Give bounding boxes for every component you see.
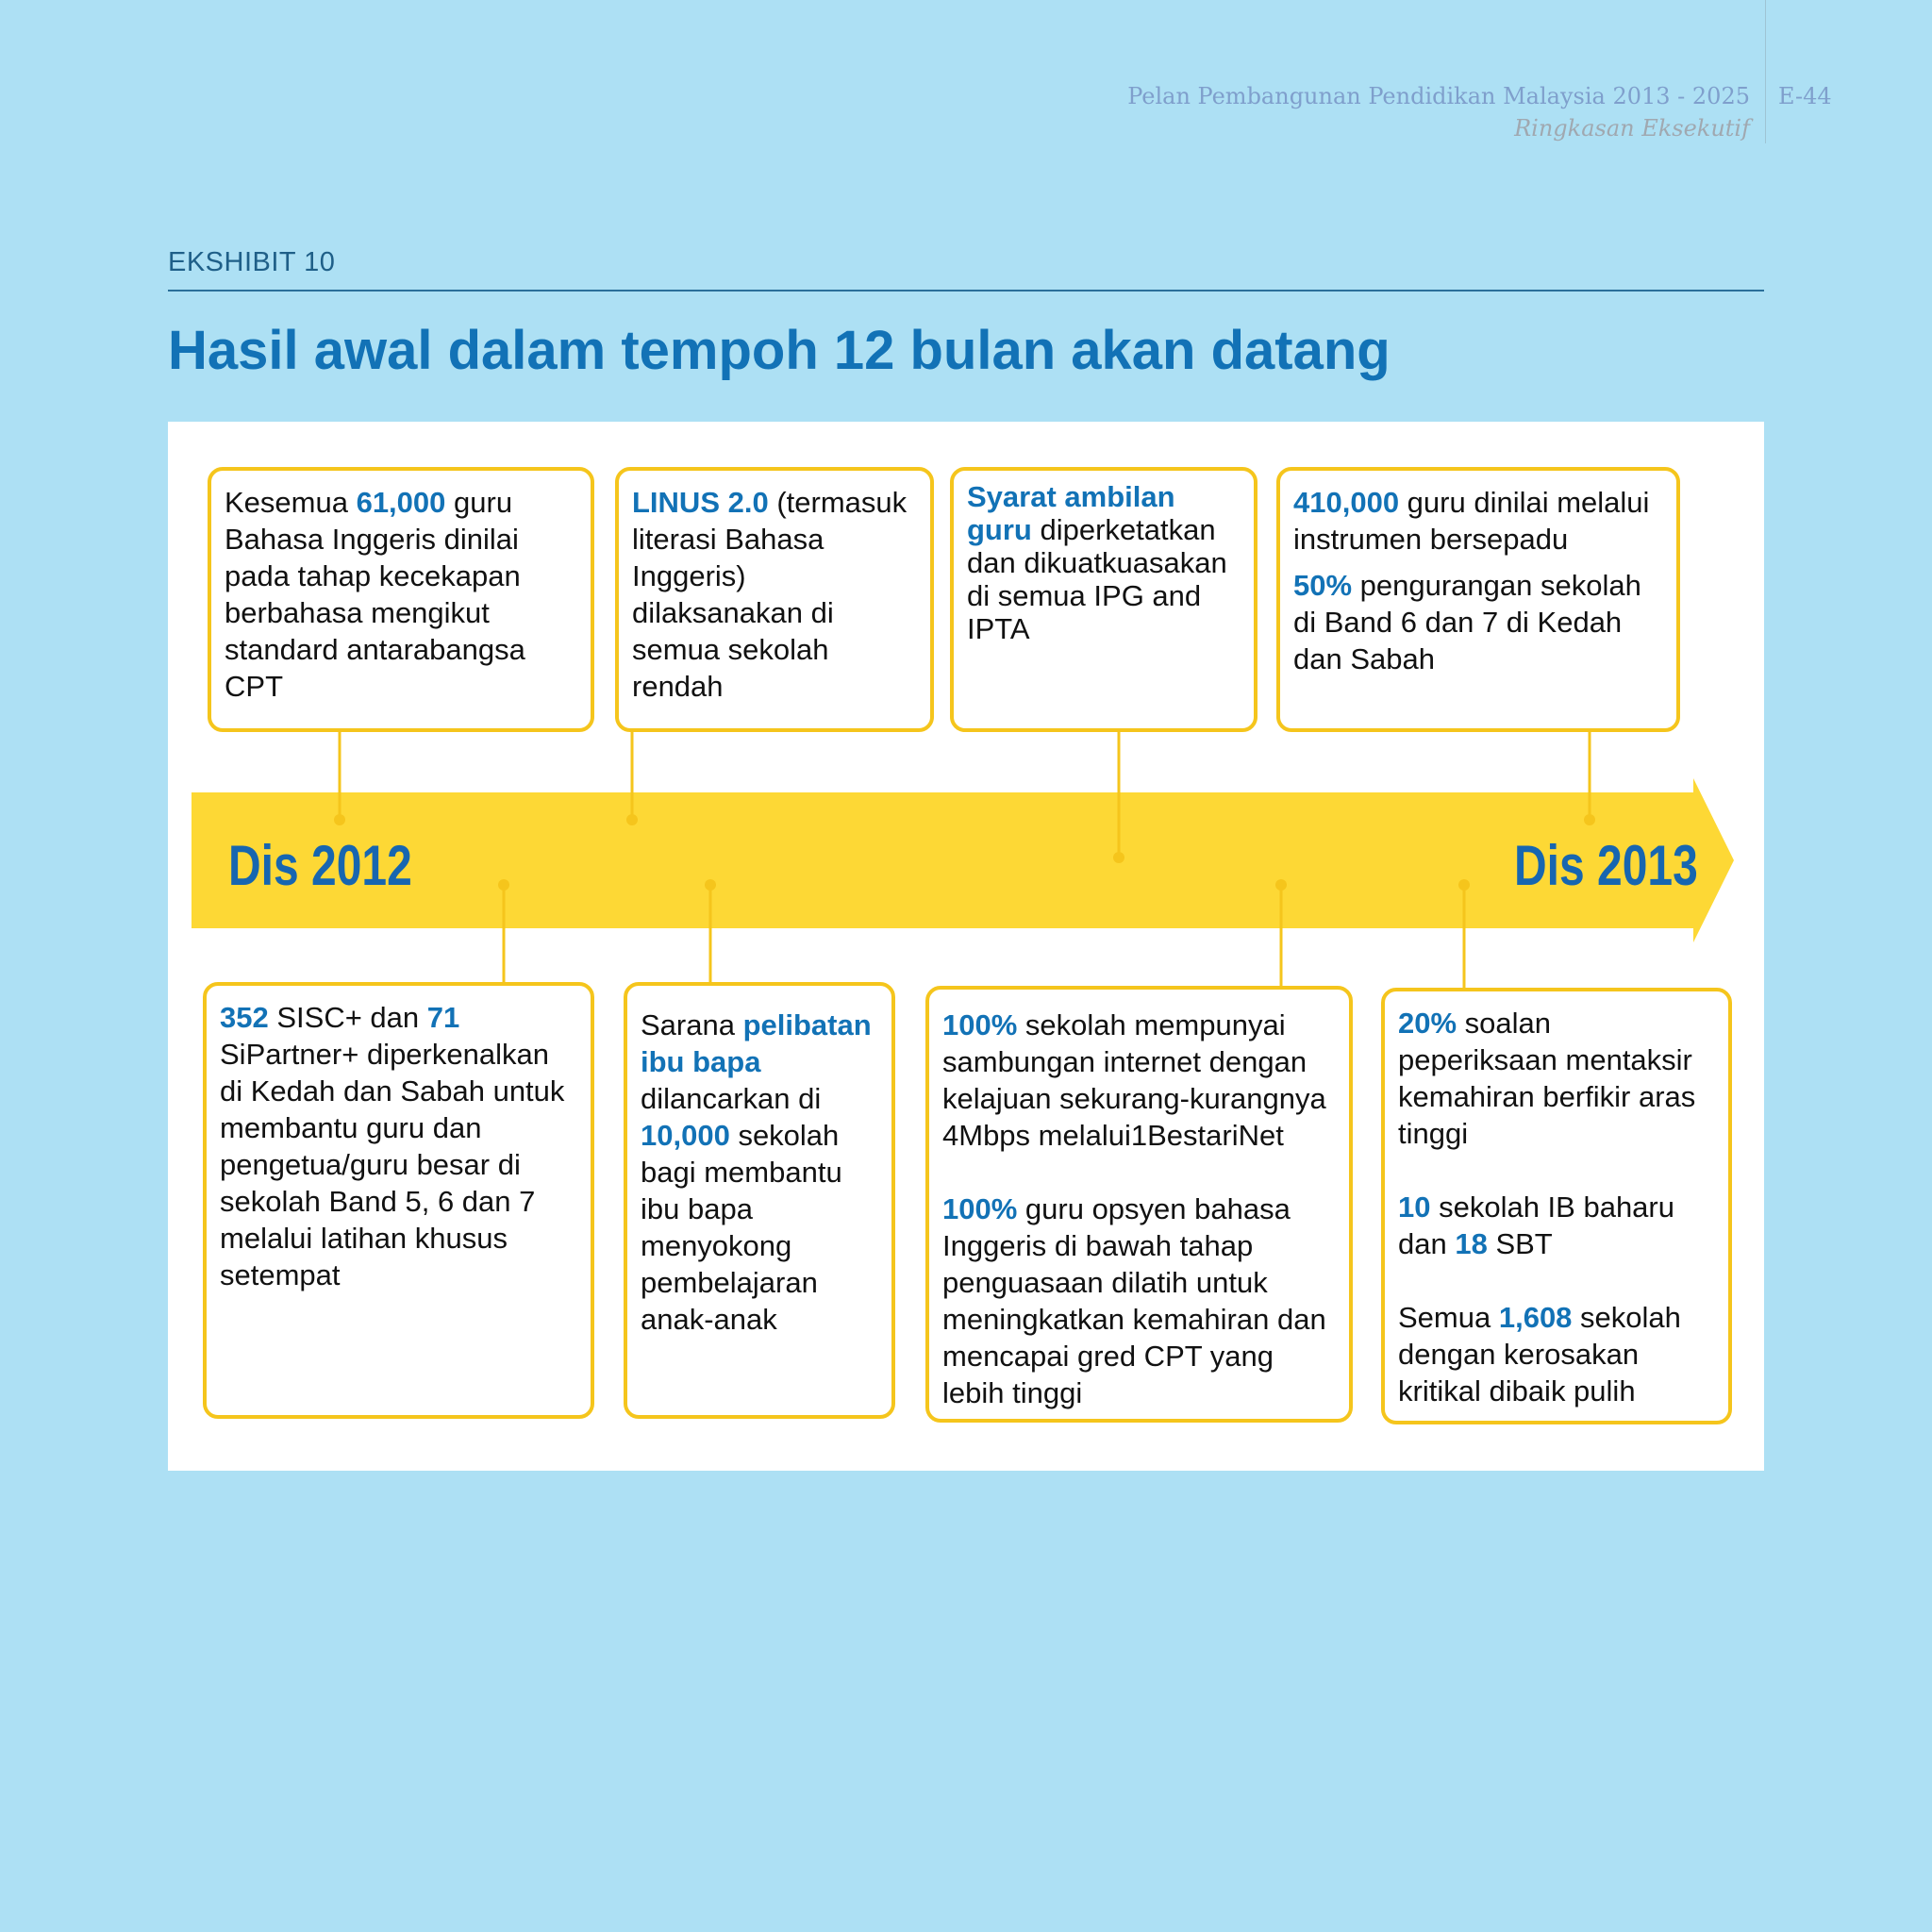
text: guru dinilai melalui instrumen bersepadu — [1293, 486, 1650, 556]
connector-dot-top-1 — [334, 814, 345, 825]
timeline-panel — [168, 422, 1764, 1471]
text: guru opsyen bahasa Inggeris di bawah tahap penguasaan dilatih untuk meningkatkan kemahiran dan mencapai gred CPT yang lebih tinggi — [942, 1192, 1326, 1409]
text: diperketatkan dan dikuatkuasakan di semua IPG and IPTA — [967, 513, 1227, 645]
text: sekolah mempunyai sambungan internet dengan kelajuan sekurang-kurangnya 4Mbps melalui1BestariNet — [942, 1008, 1326, 1152]
connector-dot-bottom-1 — [498, 879, 509, 891]
page-title: Hasil awal dalam tempoh 12 bulan akan datang — [168, 320, 1391, 381]
highlight: 18 — [1455, 1227, 1488, 1260]
highlight: Syarat ambilan guru — [967, 480, 1175, 546]
highlight: 100% — [942, 1192, 1018, 1225]
text: (termasuk literasi Bahasa Inggeris) dilaksanakan di semua sekolah rendah — [632, 486, 908, 703]
connector-dot-bottom-3 — [1275, 879, 1287, 891]
exhibit-label: EKSHIBIT 10 — [168, 247, 336, 277]
text: SISC+ dan — [268, 1001, 427, 1034]
milestone-box-top-3 — [950, 467, 1257, 732]
text: dilancarkan di — [641, 1082, 822, 1115]
highlight: LINUS 2.0 — [632, 486, 769, 519]
milestone-box-bottom-2 — [624, 982, 895, 1419]
highlight: pelibatan ibu bapa — [641, 1008, 872, 1078]
timeline-start-label: Dis 2012 — [228, 834, 412, 897]
page-number: E-44 — [1778, 83, 1832, 109]
connector-dot-bottom-4 — [1458, 879, 1470, 891]
text: sekolah IB baharu dan — [1398, 1191, 1674, 1260]
highlight: 410,000 — [1293, 486, 1400, 519]
text: sekolah bagi membantu ibu bapa menyokong pembelajaran anak-anak — [641, 1119, 842, 1336]
exhibit-divider — [168, 290, 1764, 291]
highlight: 61,000 — [356, 486, 446, 519]
milestone-box-top-1 — [208, 467, 594, 732]
text: Sarana — [641, 1008, 743, 1041]
header-separator — [1765, 0, 1766, 143]
highlight: 352 — [220, 1001, 269, 1034]
text: Semua — [1398, 1301, 1499, 1334]
highlight: 50% — [1293, 569, 1353, 602]
milestone-box-top-4 — [1276, 467, 1680, 732]
milestone-box-bottom-1 — [203, 982, 594, 1419]
timeline-end-label: Dis 2013 — [1514, 834, 1698, 897]
highlight: 20% — [1398, 1007, 1457, 1040]
connector-dot-bottom-2 — [705, 879, 716, 891]
highlight: 71 — [426, 1001, 460, 1034]
connector-dot-top-3 — [1113, 852, 1124, 863]
highlight: 1,608 — [1498, 1301, 1573, 1334]
connector-dot-top-2 — [626, 814, 638, 825]
text: Kesemua — [225, 486, 357, 519]
timeline-arrow — [192, 778, 1734, 942]
milestone-box-bottom-4 — [1381, 988, 1732, 1424]
text: guru Bahasa Inggeris dinilai pada tahap kecekapan berbahasa mengikut standard antarabangsa CPT — [225, 486, 525, 703]
text: sekolah dengan kerosakan kritikal dibaik pulih — [1398, 1301, 1681, 1407]
connector-dot-top-4 — [1584, 814, 1595, 825]
text: SBT — [1487, 1227, 1553, 1260]
text: pengurangan sekolah di Band 6 dan 7 di Kedah dan Sabah — [1293, 569, 1641, 675]
highlight: 100% — [942, 1008, 1018, 1041]
document-title: Pelan Pembangunan Pendidikan Malaysia 2013 - 2025 — [1127, 83, 1750, 109]
highlight: 10,000 — [641, 1119, 730, 1152]
milestone-box-bottom-3 — [925, 986, 1353, 1423]
text: soalan peperiksaan mentaksir kemahiran berfikir aras tinggi — [1398, 1007, 1696, 1150]
highlight: 10 — [1398, 1191, 1431, 1224]
text: SiPartner+ diperkenalkan di Kedah dan Sabah untuk membantu guru dan pengetua/guru besar di sekolah Band 5, 6 dan 7 melalui latihan khusus setempat — [220, 1038, 565, 1291]
document-subtitle: Ringkasan Eksekutif — [1514, 115, 1750, 142]
milestone-box-top-2 — [615, 467, 934, 732]
